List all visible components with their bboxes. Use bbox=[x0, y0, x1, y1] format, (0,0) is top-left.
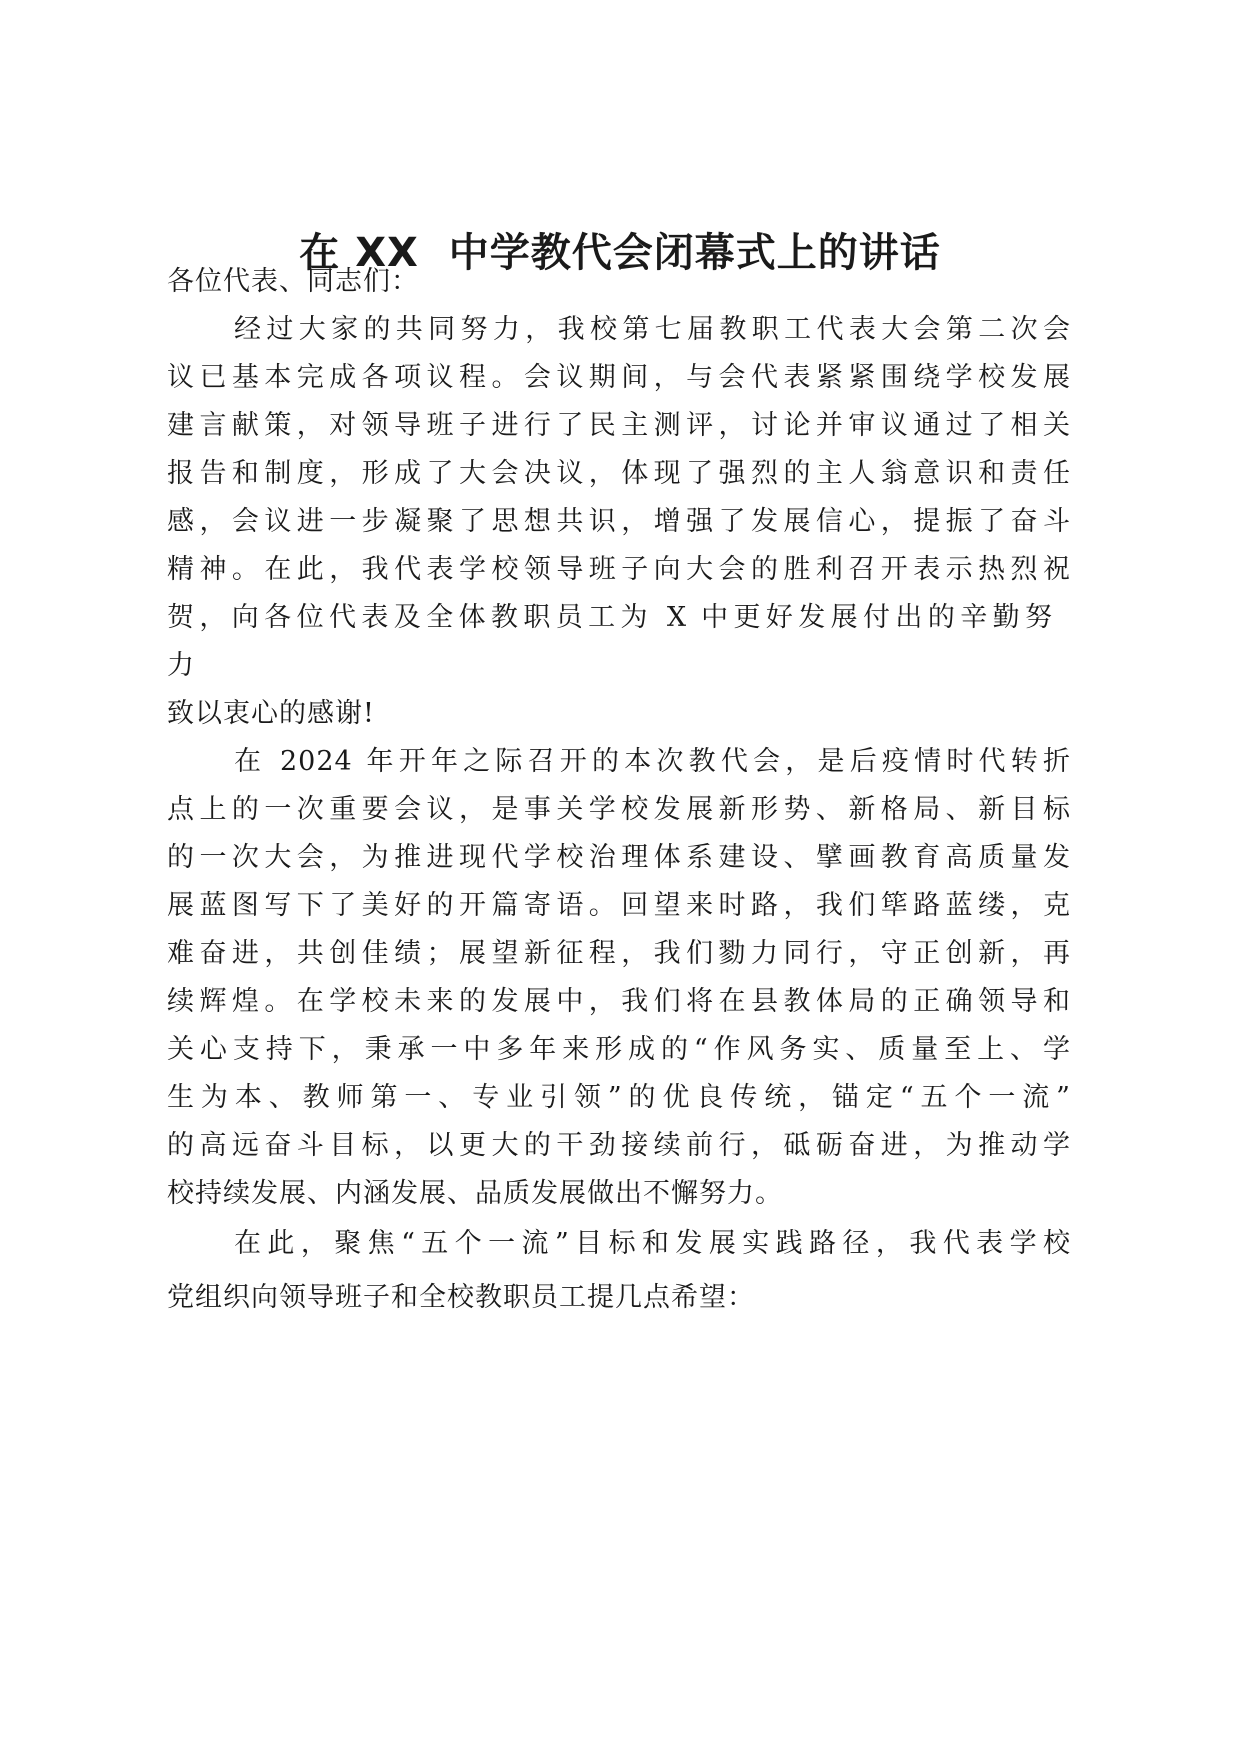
paragraph-line: 生为本、教师第一、专业引领”的优良传统，锚定“五个一流” bbox=[167, 1082, 1071, 1113]
paragraph-line: 在 2024 年开年之际召开的本次教代会，是后疫情时代转折 bbox=[234, 746, 1071, 777]
document-title: 在 XX 中学教代会闭幕式上的讲话 bbox=[299, 230, 941, 276]
paragraph-line: 力 bbox=[167, 650, 195, 681]
paragraph-line: 续辉煌。在学校未来的发展中，我们将在县教体局的正确领导和 bbox=[167, 986, 1071, 1017]
paragraph-line: 点上的一次重要会议，是事关学校发展新形势、新格局、新目标 bbox=[167, 794, 1071, 825]
paragraph-line: 展蓝图写下了美好的开篇寄语。回望来时路，我们筚路蓝缕，克 bbox=[167, 890, 1071, 921]
paragraph-line: 经过大家的共同努力，我校第七届教职工代表大会第二次会 bbox=[234, 314, 1071, 345]
paragraph-line: 致以衷心的感谢! bbox=[167, 698, 375, 729]
paragraph-line: 的高远奋斗目标，以更大的干劲接续前行，砥砺奋进，为推动学 bbox=[167, 1130, 1071, 1161]
paragraph-line: 党组织向领导班子和全校教职员工提几点希望： bbox=[167, 1282, 755, 1313]
paragraph-line: 贺，向各位代表及全体教职员工为 X 中更好发展付出的辛勤努 bbox=[167, 602, 1053, 633]
paragraph-line: 在此，聚焦“五个一流”目标和发展实践路径，我代表学校 bbox=[234, 1228, 1071, 1259]
paragraph-line: 的一次大会，为推进现代学校治理体系建设、擘画教育高质量发 bbox=[167, 842, 1071, 873]
paragraph-line: 感，会议进一步凝聚了思想共识，增强了发展信心，提振了奋斗 bbox=[167, 506, 1071, 537]
paragraph-line: 精神。在此，我代表学校领导班子向大会的胜利召开表示热烈祝 bbox=[167, 554, 1071, 585]
paragraph-line: 难奋进，共创佳绩；展望新征程，我们勠力同行，守正创新，再 bbox=[167, 938, 1071, 969]
paragraph-line: 议已基本完成各项议程。会议期间，与会代表紧紧围绕学校发展 bbox=[167, 362, 1071, 393]
paragraph-line: 建言献策，对领导班子进行了民主测评，讨论并审议通过了相关 bbox=[167, 410, 1071, 441]
paragraph-line: 校持续发展、内涵发展、品质发展做出不懈努力。 bbox=[167, 1178, 783, 1209]
salutation: 各位代表、同志们： bbox=[167, 266, 419, 297]
paragraph-line: 关心支持下，秉承一中多年来形成的“作风务实、质量至上、学 bbox=[167, 1034, 1071, 1065]
paragraph-line: 报告和制度，形成了大会决议，体现了强烈的主人翁意识和责任 bbox=[167, 458, 1071, 489]
